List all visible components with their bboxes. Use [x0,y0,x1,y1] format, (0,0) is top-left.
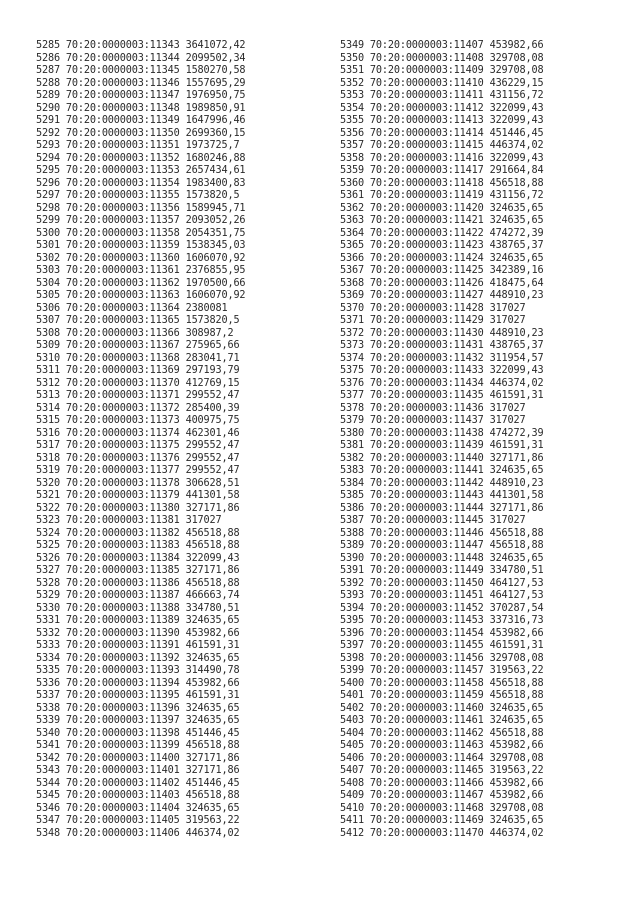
table-row: 5343 70:20:0000003:11401 327171,86 [36,765,240,776]
table-row: 5323 70:20:0000003:11381 317027 [36,515,222,526]
table-row: 5385 70:20:0000003:11443 441301,58 [340,490,544,501]
table-row: 5348 70:20:0000003:11406 446374,02 [36,827,240,839]
table-row: 5360 70:20:0000003:11418 456518,88 [340,177,544,189]
table-row: 5378 70:20:0000003:11436 317027 [340,402,526,414]
table-row: 5396 70:20:0000003:11454 453982,66 [340,627,544,639]
table-row: 5411 70:20:0000003:11469 324635,65 [340,815,544,826]
table-row: 5356 70:20:0000003:11414 451446,45 [340,127,544,139]
table-row: 5314 70:20:0000003:11372 285400,39 [36,402,240,414]
table-row: 5379 70:20:0000003:11437 317027 [340,415,526,426]
table-row: 5365 70:20:0000003:11423 438765,37 [340,240,544,251]
table-row: 5286 70:20:0000003:11344 2099502,34 [36,52,246,64]
table-row: 5309 70:20:0000003:11367 275965,66 [36,340,240,351]
table-row: 5337 70:20:0000003:11395 461591,31 [36,690,240,701]
table-row: 5306 70:20:0000003:11364 2380081 [36,302,228,314]
table-row: 5410 70:20:0000003:11468 329708,08 [340,802,544,814]
table-row: 5387 70:20:0000003:11445 317027 [340,515,526,526]
table-row: 5359 70:20:0000003:11417 291664,84 [340,165,544,176]
table-row: 5367 70:20:0000003:11425 342389,16 [340,265,544,276]
table-row: 5391 70:20:0000003:11449 334780,51 [340,565,544,576]
table-row: 5308 70:20:0000003:11366 308987,2 [36,327,234,339]
table-row: 5295 70:20:0000003:11353 2657434,61 [36,165,246,176]
table-row: 5319 70:20:0000003:11377 299552,47 [36,465,240,476]
table-row: 5342 70:20:0000003:11400 327171,86 [36,752,240,764]
table-row: 5336 70:20:0000003:11394 453982,66 [36,677,240,689]
table-row: 5326 70:20:0000003:11384 322099,43 [36,552,240,564]
table-row: 5408 70:20:0000003:11466 453982,66 [340,777,544,789]
table-row: 5398 70:20:0000003:11456 329708,08 [340,652,544,664]
table-row: 5376 70:20:0000003:11434 446374,02 [340,377,544,389]
table-row: 5349 70:20:0000003:11407 453982,66 [340,40,544,51]
table-row: 5346 70:20:0000003:11404 324635,65 [36,802,240,814]
table-row: 5305 70:20:0000003:11363 1606070,92 [36,290,246,301]
table-row: 5412 70:20:0000003:11470 446374,02 [340,827,544,839]
table-row: 5297 70:20:0000003:11355 1573820,5 [36,190,240,201]
table-row: 5351 70:20:0000003:11409 329708,08 [340,65,544,76]
left-column [36,40,245,840]
table-row: 5317 70:20:0000003:11375 299552,47 [36,440,240,451]
table-row: 5318 70:20:0000003:11376 299552,47 [36,452,240,464]
table-row: 5382 70:20:0000003:11440 327171,86 [340,452,544,464]
table-row: 5285 70:20:0000003:11343 3641072,42 [36,40,246,51]
table-row: 5307 70:20:0000003:11365 1573820,5 [36,315,240,326]
table-row: 5394 70:20:0000003:11452 370287,54 [340,602,544,614]
table-row: 5386 70:20:0000003:11444 327171,86 [340,502,544,514]
table-row: 5316 70:20:0000003:11374 462301,46 [36,427,240,439]
table-row: 5327 70:20:0000003:11385 327171,86 [36,565,240,576]
table-row: 5364 70:20:0000003:11422 474272,39 [340,227,544,239]
table-row: 5389 70:20:0000003:11447 456518,88 [340,540,544,551]
table-row: 5393 70:20:0000003:11451 464127,53 [340,590,544,601]
table-row: 5302 70:20:0000003:11360 1606070,92 [36,252,246,264]
table-row: 5340 70:20:0000003:11398 451446,45 [36,727,240,739]
table-row: 5304 70:20:0000003:11362 1970500,66 [36,277,246,289]
table-row: 5361 70:20:0000003:11419 431156,72 [340,190,544,201]
table-row: 5344 70:20:0000003:11402 451446,45 [36,777,240,789]
table-row: 5335 70:20:0000003:11393 314490,78 [36,665,240,676]
table-row: 5312 70:20:0000003:11370 412769,15 [36,377,240,389]
table-row: 5329 70:20:0000003:11387 466663,74 [36,590,240,601]
table-row: 5322 70:20:0000003:11380 327171,86 [36,502,240,514]
right-column [340,40,543,840]
table-row: 5313 70:20:0000003:11371 299552,47 [36,390,240,401]
table-row: 5383 70:20:0000003:11441 324635,65 [340,465,544,476]
table-row: 5405 70:20:0000003:11463 453982,66 [340,740,544,751]
table-row: 5347 70:20:0000003:11405 319563,22 [36,815,240,826]
table-row: 5395 70:20:0000003:11453 337316,73 [340,615,544,626]
table-row: 5289 70:20:0000003:11347 1976950,75 [36,90,246,101]
table-row: 5324 70:20:0000003:11382 456518,88 [36,527,240,539]
table-row: 5371 70:20:0000003:11429 317027 [340,315,526,326]
table-row: 5311 70:20:0000003:11369 297193,79 [36,365,240,376]
table-row: 5374 70:20:0000003:11432 311954,57 [340,352,544,364]
table-row: 5350 70:20:0000003:11408 329708,08 [340,52,544,64]
table-row: 5372 70:20:0000003:11430 448910,23 [340,327,544,339]
table-row: 5290 70:20:0000003:11348 1989850,91 [36,102,246,114]
table-row: 5338 70:20:0000003:11396 324635,65 [36,702,240,714]
table-row: 5293 70:20:0000003:11351 1973725,7 [36,140,240,151]
table-row: 5358 70:20:0000003:11416 322099,43 [340,152,544,164]
table-row: 5400 70:20:0000003:11458 456518,88 [340,677,544,689]
table-row: 5299 70:20:0000003:11357 2093052,26 [36,215,246,226]
table-row: 5320 70:20:0000003:11378 306628,51 [36,477,240,489]
table-row: 5303 70:20:0000003:11361 2376855,95 [36,265,246,276]
table-row: 5406 70:20:0000003:11464 329708,08 [340,752,544,764]
table-row: 5328 70:20:0000003:11386 456518,88 [36,577,240,589]
table-row: 5334 70:20:0000003:11392 324635,65 [36,652,240,664]
table-row: 5403 70:20:0000003:11461 324635,65 [340,715,544,726]
table-row: 5333 70:20:0000003:11391 461591,31 [36,640,240,651]
table-row: 5355 70:20:0000003:11413 322099,43 [340,115,544,126]
table-row: 5357 70:20:0000003:11415 446374,02 [340,140,544,151]
table-row: 5366 70:20:0000003:11424 324635,65 [340,252,544,264]
table-row: 5300 70:20:0000003:11358 2054351,75 [36,227,246,239]
table-row: 5294 70:20:0000003:11352 1680246,88 [36,152,246,164]
table-row: 5404 70:20:0000003:11462 456518,88 [340,727,544,739]
table-row: 5397 70:20:0000003:11455 461591,31 [340,640,544,651]
table-row: 5368 70:20:0000003:11426 418475,64 [340,277,544,289]
table-row: 5363 70:20:0000003:11421 324635,65 [340,215,544,226]
table-row: 5362 70:20:0000003:11420 324635,65 [340,202,544,214]
table-row: 5331 70:20:0000003:11389 324635,65 [36,615,240,626]
table-row: 5339 70:20:0000003:11397 324635,65 [36,715,240,726]
table-row: 5315 70:20:0000003:11373 400975,75 [36,415,240,426]
table-row: 5377 70:20:0000003:11435 461591,31 [340,390,544,401]
table-row: 5292 70:20:0000003:11350 2699360,15 [36,127,246,139]
table-row: 5301 70:20:0000003:11359 1538345,03 [36,240,246,251]
table-row: 5332 70:20:0000003:11390 453982,66 [36,627,240,639]
table-row: 5321 70:20:0000003:11379 441301,58 [36,490,240,501]
table-row: 5370 70:20:0000003:11428 317027 [340,302,526,314]
table-row: 5407 70:20:0000003:11465 319563,22 [340,765,544,776]
table-row: 5298 70:20:0000003:11356 1589945,71 [36,202,246,214]
table-row: 5399 70:20:0000003:11457 319563,22 [340,665,544,676]
table-row: 5330 70:20:0000003:11388 334780,51 [36,602,240,614]
table-row: 5373 70:20:0000003:11431 438765,37 [340,340,544,351]
table-row: 5380 70:20:0000003:11438 474272,39 [340,427,544,439]
table-row: 5341 70:20:0000003:11399 456518,88 [36,740,240,751]
table-row: 5401 70:20:0000003:11459 456518,88 [340,690,544,701]
table-row: 5354 70:20:0000003:11412 322099,43 [340,102,544,114]
table-row: 5390 70:20:0000003:11448 324635,65 [340,552,544,564]
table-row: 5392 70:20:0000003:11450 464127,53 [340,577,544,589]
table-row: 5296 70:20:0000003:11354 1983400,83 [36,177,246,189]
table-row: 5369 70:20:0000003:11427 448910,23 [340,290,544,301]
table-row: 5384 70:20:0000003:11442 448910,23 [340,477,544,489]
table-row: 5352 70:20:0000003:11410 436229,15 [340,77,544,89]
table-row: 5287 70:20:0000003:11345 1580270,58 [36,65,246,76]
table-row: 5409 70:20:0000003:11467 453982,66 [340,790,544,801]
table-row: 5375 70:20:0000003:11433 322099,43 [340,365,544,376]
table-row: 5388 70:20:0000003:11446 456518,88 [340,527,544,539]
table-row: 5353 70:20:0000003:11411 431156,72 [340,90,544,101]
table-row: 5291 70:20:0000003:11349 1647996,46 [36,115,246,126]
table-row: 5381 70:20:0000003:11439 461591,31 [340,440,544,451]
table-row: 5325 70:20:0000003:11383 456518,88 [36,540,240,551]
table-row: 5310 70:20:0000003:11368 283041,71 [36,352,240,364]
table-row: 5402 70:20:0000003:11460 324635,65 [340,702,544,714]
table-row: 5288 70:20:0000003:11346 1557695,29 [36,77,246,89]
table-row: 5345 70:20:0000003:11403 456518,88 [36,790,240,801]
